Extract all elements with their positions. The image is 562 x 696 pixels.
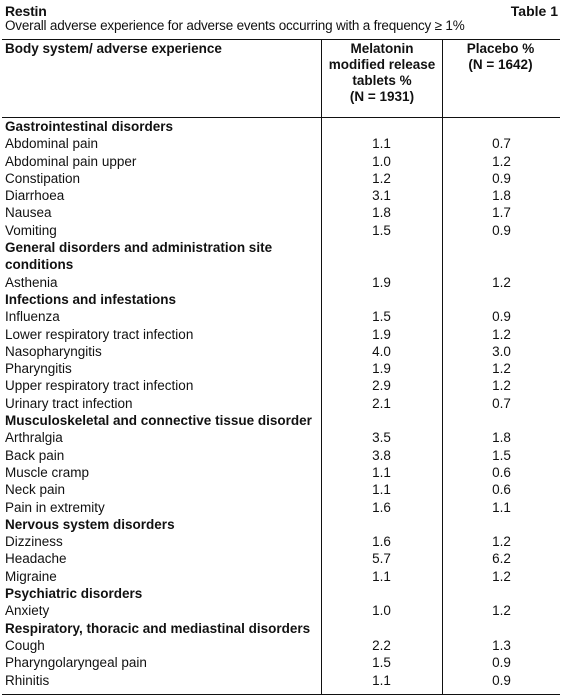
table-row xyxy=(0,377,562,394)
category-label: General disorders and administration site xyxy=(5,240,273,256)
table-row xyxy=(0,274,562,291)
column-header-melatonin xyxy=(322,41,442,105)
column-header-body-system: Body system/ adverse experience xyxy=(5,41,222,56)
melatonin-value: 1.1 xyxy=(372,672,391,688)
category-label: Musculoskeletal and connective tissue disorder xyxy=(5,413,312,429)
adverse-event-name: Constipation xyxy=(5,170,81,186)
placebo-value: 0.6 xyxy=(492,464,511,480)
table-row xyxy=(0,602,562,619)
drug-name: Restin xyxy=(5,3,47,19)
category-label: Gastrointestinal disorders xyxy=(5,119,174,134)
table-row xyxy=(0,637,562,654)
category-row xyxy=(0,256,562,273)
placebo-header-line: (N = 1642) xyxy=(468,57,533,72)
table-row xyxy=(0,187,562,204)
adverse-event-name: Rhinitis xyxy=(5,672,50,688)
table-header xyxy=(5,3,558,33)
placebo-value: 1.3 xyxy=(492,637,511,653)
table-row xyxy=(0,481,562,498)
melatonin-value: 1.5 xyxy=(372,309,391,325)
placebo-value: 1.8 xyxy=(492,430,511,446)
adverse-event-name: Dizziness xyxy=(5,534,63,550)
melatonin-value: 1.0 xyxy=(372,153,391,169)
melatonin-value: 1.6 xyxy=(372,534,391,550)
table-row xyxy=(0,395,562,412)
placebo-value: 1.2 xyxy=(492,568,511,584)
adverse-event-name: Pharyngolaryngeal pain xyxy=(5,655,147,671)
table-row xyxy=(0,672,562,689)
melatonin-value: 1.5 xyxy=(372,655,391,671)
melatonin-header-line: modified release xyxy=(328,57,436,72)
category-row xyxy=(0,620,562,637)
melatonin-value: 2.2 xyxy=(372,637,391,653)
placebo-value: 1.2 xyxy=(492,361,511,377)
melatonin-value: 1.1 xyxy=(372,136,391,152)
adverse-event-name: Nausea xyxy=(5,205,52,221)
melatonin-value: 1.9 xyxy=(372,274,391,290)
table-row xyxy=(0,222,562,239)
adverse-event-name: Influenza xyxy=(5,309,60,325)
melatonin-header-line: (N = 1931) xyxy=(349,89,415,104)
placebo-value: 6.2 xyxy=(492,551,511,567)
placebo-value: 1.2 xyxy=(492,534,511,550)
adverse-event-name: Pharyngitis xyxy=(5,361,72,377)
placebo-value: 0.9 xyxy=(492,222,511,238)
adverse-event-name: Anxiety xyxy=(5,603,50,619)
placebo-value: 1.8 xyxy=(492,188,511,204)
table-caption: Overall adverse experience for adverse events occurring with a frequency ≥ 1% xyxy=(5,18,465,33)
placebo-value: 0.9 xyxy=(492,655,511,671)
melatonin-value: 5.7 xyxy=(372,551,391,567)
melatonin-value: 1.6 xyxy=(372,499,391,515)
melatonin-value: 1.1 xyxy=(372,568,391,584)
adverse-event-name: Diarrhoea xyxy=(5,188,65,204)
melatonin-value: 2.9 xyxy=(372,378,391,394)
melatonin-header-line: Melatonin xyxy=(350,41,414,56)
table-body xyxy=(0,118,562,689)
placebo-value: 0.9 xyxy=(492,672,511,688)
category-label: Infections and infestations xyxy=(5,291,177,307)
column-header-placebo xyxy=(443,41,558,73)
placebo-value: 1.5 xyxy=(492,447,511,463)
melatonin-value: 4.0 xyxy=(372,343,391,359)
category-row xyxy=(0,291,562,308)
melatonin-value: 1.1 xyxy=(372,482,391,498)
bottom-rule xyxy=(2,694,560,695)
table-row xyxy=(0,326,562,343)
adverse-event-name: Vomiting xyxy=(5,222,57,238)
category-row xyxy=(0,585,562,602)
melatonin-header-line: tablets % xyxy=(352,73,412,88)
melatonin-value: 2.1 xyxy=(372,395,391,411)
table-row xyxy=(0,499,562,516)
melatonin-value: 3.1 xyxy=(372,188,391,204)
table-row xyxy=(0,568,562,585)
table-row xyxy=(0,153,562,170)
category-row xyxy=(0,118,562,135)
adverse-event-name: Pain in extremity xyxy=(5,499,105,515)
category-row xyxy=(0,412,562,429)
placebo-value: 0.7 xyxy=(492,395,511,411)
adverse-event-name: Back pain xyxy=(5,447,65,463)
adverse-event-name: Abdominal pain xyxy=(5,136,99,152)
adverse-event-name: Migraine xyxy=(5,568,57,584)
category-row xyxy=(0,239,562,256)
melatonin-value: 1.5 xyxy=(372,222,391,238)
adverse-event-name: Upper respiratory tract infection xyxy=(5,378,194,394)
adverse-event-name: Neck pain xyxy=(5,482,66,498)
placebo-value: 1.2 xyxy=(492,274,511,290)
placebo-value: 0.9 xyxy=(492,309,511,325)
table-row xyxy=(0,550,562,567)
table-label: Table 1 xyxy=(510,3,558,19)
table-row xyxy=(0,308,562,325)
category-label: Nervous system disorders xyxy=(5,516,175,532)
adverse-event-name: Muscle cramp xyxy=(5,464,90,480)
melatonin-value: 1.8 xyxy=(372,205,391,221)
placebo-value: 0.7 xyxy=(492,136,511,152)
category-label: conditions xyxy=(5,257,74,273)
melatonin-value: 1.9 xyxy=(372,361,391,377)
melatonin-value: 3.5 xyxy=(372,430,391,446)
adverse-event-name: Abdominal pain upper xyxy=(5,153,137,169)
category-label: Psychiatric disorders xyxy=(5,586,143,602)
table-row xyxy=(0,170,562,187)
placebo-value: 1.1 xyxy=(492,499,511,515)
placebo-value: 1.2 xyxy=(492,603,511,619)
adverse-event-name: Arthralgia xyxy=(5,430,63,446)
category-label: Respiratory, thoracic and mediastinal disorders xyxy=(5,620,311,636)
placebo-value: 0.9 xyxy=(492,170,511,186)
placebo-value: 0.6 xyxy=(492,482,511,498)
adverse-event-name: Asthenia xyxy=(5,274,58,290)
table-row xyxy=(0,429,562,446)
table-row xyxy=(0,204,562,221)
adverse-event-name: Lower respiratory tract infection xyxy=(5,326,194,342)
placebo-value: 3.0 xyxy=(492,343,511,359)
placebo-header-line: Placebo % xyxy=(466,41,535,56)
table-row xyxy=(0,533,562,550)
adverse-event-name: Headache xyxy=(5,551,67,567)
adverse-event-name: Nasopharyngitis xyxy=(5,343,102,359)
melatonin-value: 1.1 xyxy=(372,464,391,480)
melatonin-value: 1.0 xyxy=(372,603,391,619)
melatonin-value: 3.8 xyxy=(372,447,391,463)
table-row xyxy=(0,447,562,464)
placebo-value: 1.2 xyxy=(492,326,511,342)
table-row xyxy=(0,360,562,377)
top-rule xyxy=(2,39,560,40)
table-row xyxy=(0,654,562,671)
melatonin-value: 1.2 xyxy=(372,170,391,186)
table-row xyxy=(0,343,562,360)
adverse-event-name: Urinary tract infection xyxy=(5,395,133,411)
melatonin-value: 1.9 xyxy=(372,326,391,342)
table-row xyxy=(0,464,562,481)
table-row xyxy=(0,135,562,152)
placebo-value: 1.2 xyxy=(492,378,511,394)
adverse-event-name: Cough xyxy=(5,637,45,653)
category-row xyxy=(0,516,562,533)
placebo-value: 1.7 xyxy=(492,205,511,221)
placebo-value: 1.2 xyxy=(492,153,511,169)
